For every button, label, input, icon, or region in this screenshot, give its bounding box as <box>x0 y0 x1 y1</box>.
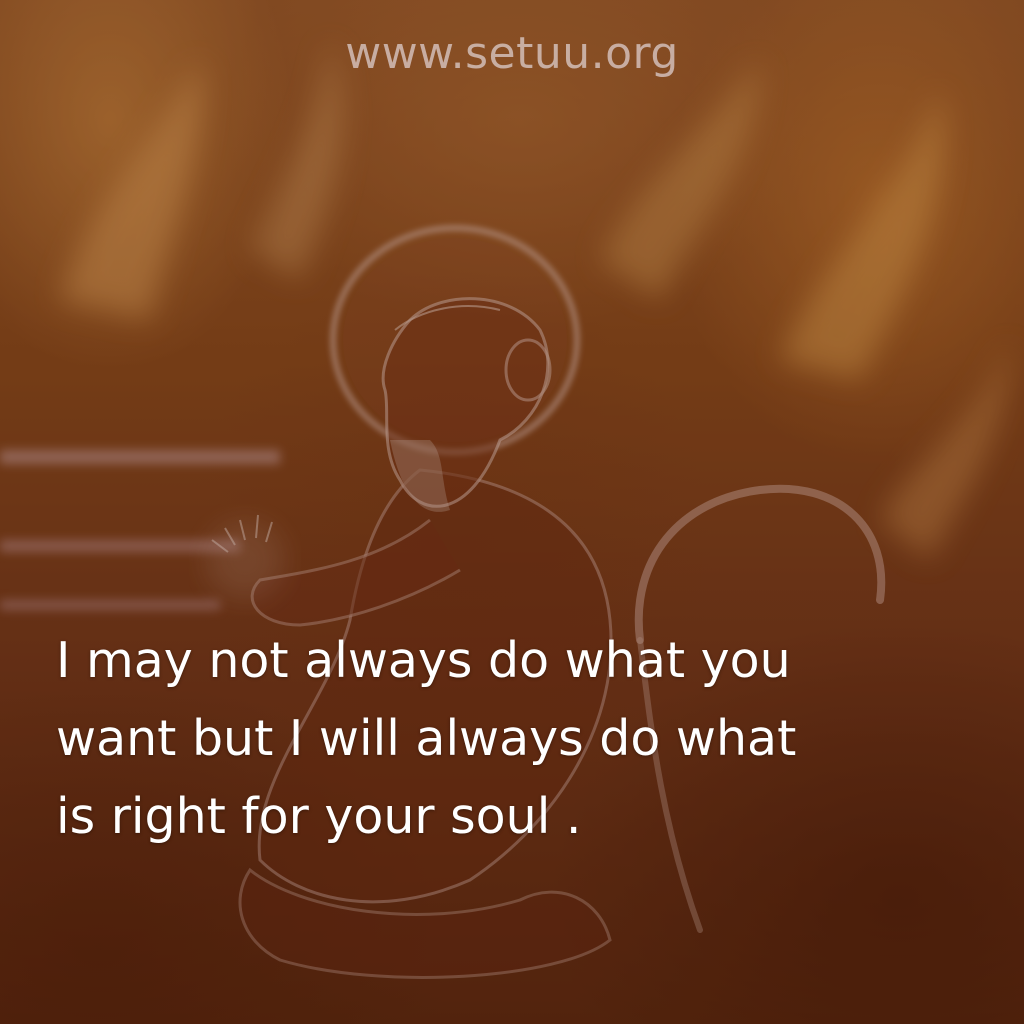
quote-line: is right for your soul . <box>56 788 582 845</box>
quote-text <box>56 622 996 856</box>
quote-line: want but I will always do what <box>56 710 797 767</box>
site-url-watermark: www.setuu.org <box>345 28 679 79</box>
quote-line: I may not always do what you <box>56 632 791 689</box>
